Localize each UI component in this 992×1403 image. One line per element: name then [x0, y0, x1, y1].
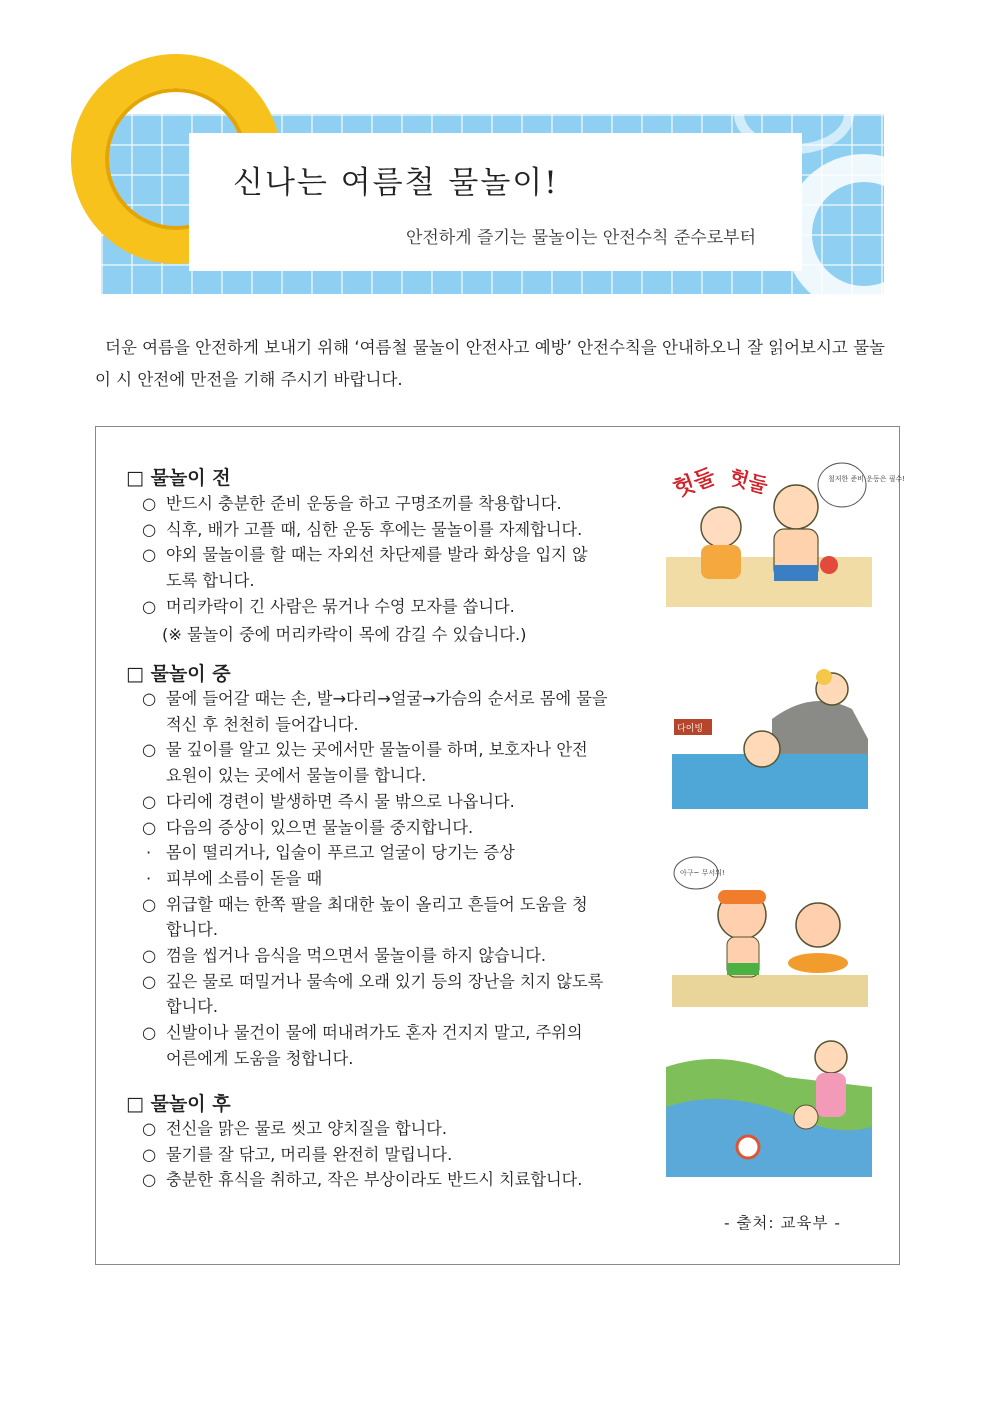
circle-bullet-icon: ○	[142, 1145, 157, 1164]
svg-text:철저한 준비 운동은 필수!: 철저한 준비 운동은 필수!	[828, 475, 906, 483]
diving-illustration	[672, 659, 868, 809]
list-item-continuation: 도록 합니다.	[166, 571, 255, 590]
circle-bullet-icon: ○	[142, 792, 157, 811]
section-title-after: □ 물놀이 후	[126, 1093, 231, 1115]
list-item: ○ 물에 들어갈 때는 손, 발→다리→얼굴→가슴의 순서로 몸에 물을	[142, 686, 608, 712]
circle-bullet-icon: ○	[142, 818, 157, 837]
warmup-illustration	[666, 457, 906, 607]
list-item: ○ 껌을 씹거나 음식을 먹으면서 물놀이를 하지 않습니다.	[142, 943, 546, 969]
dot-bullet-icon: ·	[146, 869, 152, 888]
list-item: ○ 신발이나 물건이 물에 떠내려가도 혼자 건지지 말고, 주위의	[142, 1020, 582, 1046]
circle-bullet-icon: ○	[142, 1023, 157, 1042]
circle-bullet-icon: ○	[142, 520, 157, 539]
circle-bullet-icon: ○	[142, 689, 157, 708]
svg-text:아구~ 무서워!: 아구~ 무서워!	[680, 869, 725, 877]
list-item: ○ 야외 물놀이를 할 때는 자외선 차단제를 발라 화상을 입지 않	[142, 542, 588, 568]
svg-text:다이빙: 다이빙	[677, 724, 704, 734]
circle-bullet-icon: ○	[142, 1119, 157, 1138]
circle-bullet-icon: ○	[142, 494, 157, 513]
dot-bullet-icon: ·	[146, 843, 152, 862]
list-item-continuation: 합니다.	[166, 920, 219, 939]
sub-list-item: · 피부에 소름이 돋을 때	[146, 866, 322, 892]
list-item: ○ 머리카락이 긴 사람은 묶거나 수영 모자를 씁니다.	[142, 594, 515, 620]
list-item: ○ 깊은 물로 떠밀거나 물속에 오래 있기 등의 장난을 치지 않도록	[142, 969, 603, 995]
svg-text:헛둘: 헛둘	[670, 464, 719, 503]
list-item: ○ 위급할 때는 한쪽 팔을 최대한 높이 올리고 흔들어 도움을 청	[142, 892, 588, 918]
circle-bullet-icon: ○	[142, 545, 157, 564]
list-item: ○ 물기를 잘 닦고, 머리를 완전히 말립니다.	[142, 1142, 452, 1168]
circle-bullet-icon: ○	[142, 972, 157, 991]
list-item: ○ 다음의 증상이 있으면 물놀이를 중지합니다.	[142, 815, 473, 841]
circle-bullet-icon: ○	[142, 895, 157, 914]
swim-ring-decoration-2	[784, 154, 944, 314]
header-banner	[101, 114, 884, 294]
stream-illustration	[666, 1027, 872, 1177]
list-item-continuation: 요원이 있는 곳에서 물놀이를 합니다.	[166, 766, 427, 785]
list-item-continuation: 합니다.	[166, 997, 219, 1016]
note-text: (※ 물놀이 중에 머리카락이 목에 감길 수 있습니다.)	[162, 625, 527, 644]
circle-bullet-icon: ○	[142, 1170, 157, 1189]
page-title: 신나는 여름철 물놀이!	[233, 165, 559, 201]
section-title-before: □ 물놀이 전	[126, 467, 231, 489]
help-illustration	[672, 855, 868, 1007]
page-subtitle: 안전하게 즐기는 물놀이는 안전수칙 준수로부터	[405, 228, 756, 248]
circle-bullet-icon: ○	[142, 597, 157, 616]
circle-bullet-icon: ○	[142, 946, 157, 965]
section-title-during: □ 물놀이 중	[126, 663, 231, 685]
list-item: ○ 물 깊이를 알고 있는 곳에서만 물놀이를 하며, 보호자나 안전	[142, 737, 588, 763]
intro-paragraph: 더운 여름을 안전하게 보내기 위해 ‘여름철 물놀이 안전사고 예방’ 안전수칙을 안내하오니 잘 읽어보시고 물놀이 시 안전에 만전을 기해 주시기 바랍니다.	[95, 338, 885, 389]
banner-card	[189, 133, 802, 271]
safety-rules-box	[95, 426, 906, 1265]
list-item: ○ 전신을 맑은 물로 씻고 양치질을 합니다.	[142, 1116, 447, 1142]
list-item: ○ 다리에 경련이 발생하면 즉시 물 밖으로 나옵니다.	[142, 789, 515, 815]
circle-bullet-icon: ○	[142, 740, 157, 759]
sub-list-item: · 몸이 떨리거나, 입술이 푸르고 얼굴이 당기는 증상	[146, 840, 515, 866]
list-item-continuation: 적신 후 천천히 들어갑니다.	[166, 715, 359, 734]
list-item: ○ 식후, 배가 고플 때, 심한 운동 후에는 물놀이를 자제합니다.	[142, 517, 582, 543]
svg-text:헛둘: 헛둘	[726, 464, 771, 499]
list-item: ○ 반드시 충분한 준비 운동을 하고 구명조끼를 착용합니다.	[142, 491, 562, 517]
source-credit: - 출처: 교육부 -	[723, 1214, 841, 1232]
list-item: ○ 충분한 휴식을 취하고, 작은 부상이라도 반드시 치료합니다.	[142, 1167, 582, 1193]
list-item-continuation: 어른에게 도움을 청합니다.	[166, 1049, 354, 1068]
